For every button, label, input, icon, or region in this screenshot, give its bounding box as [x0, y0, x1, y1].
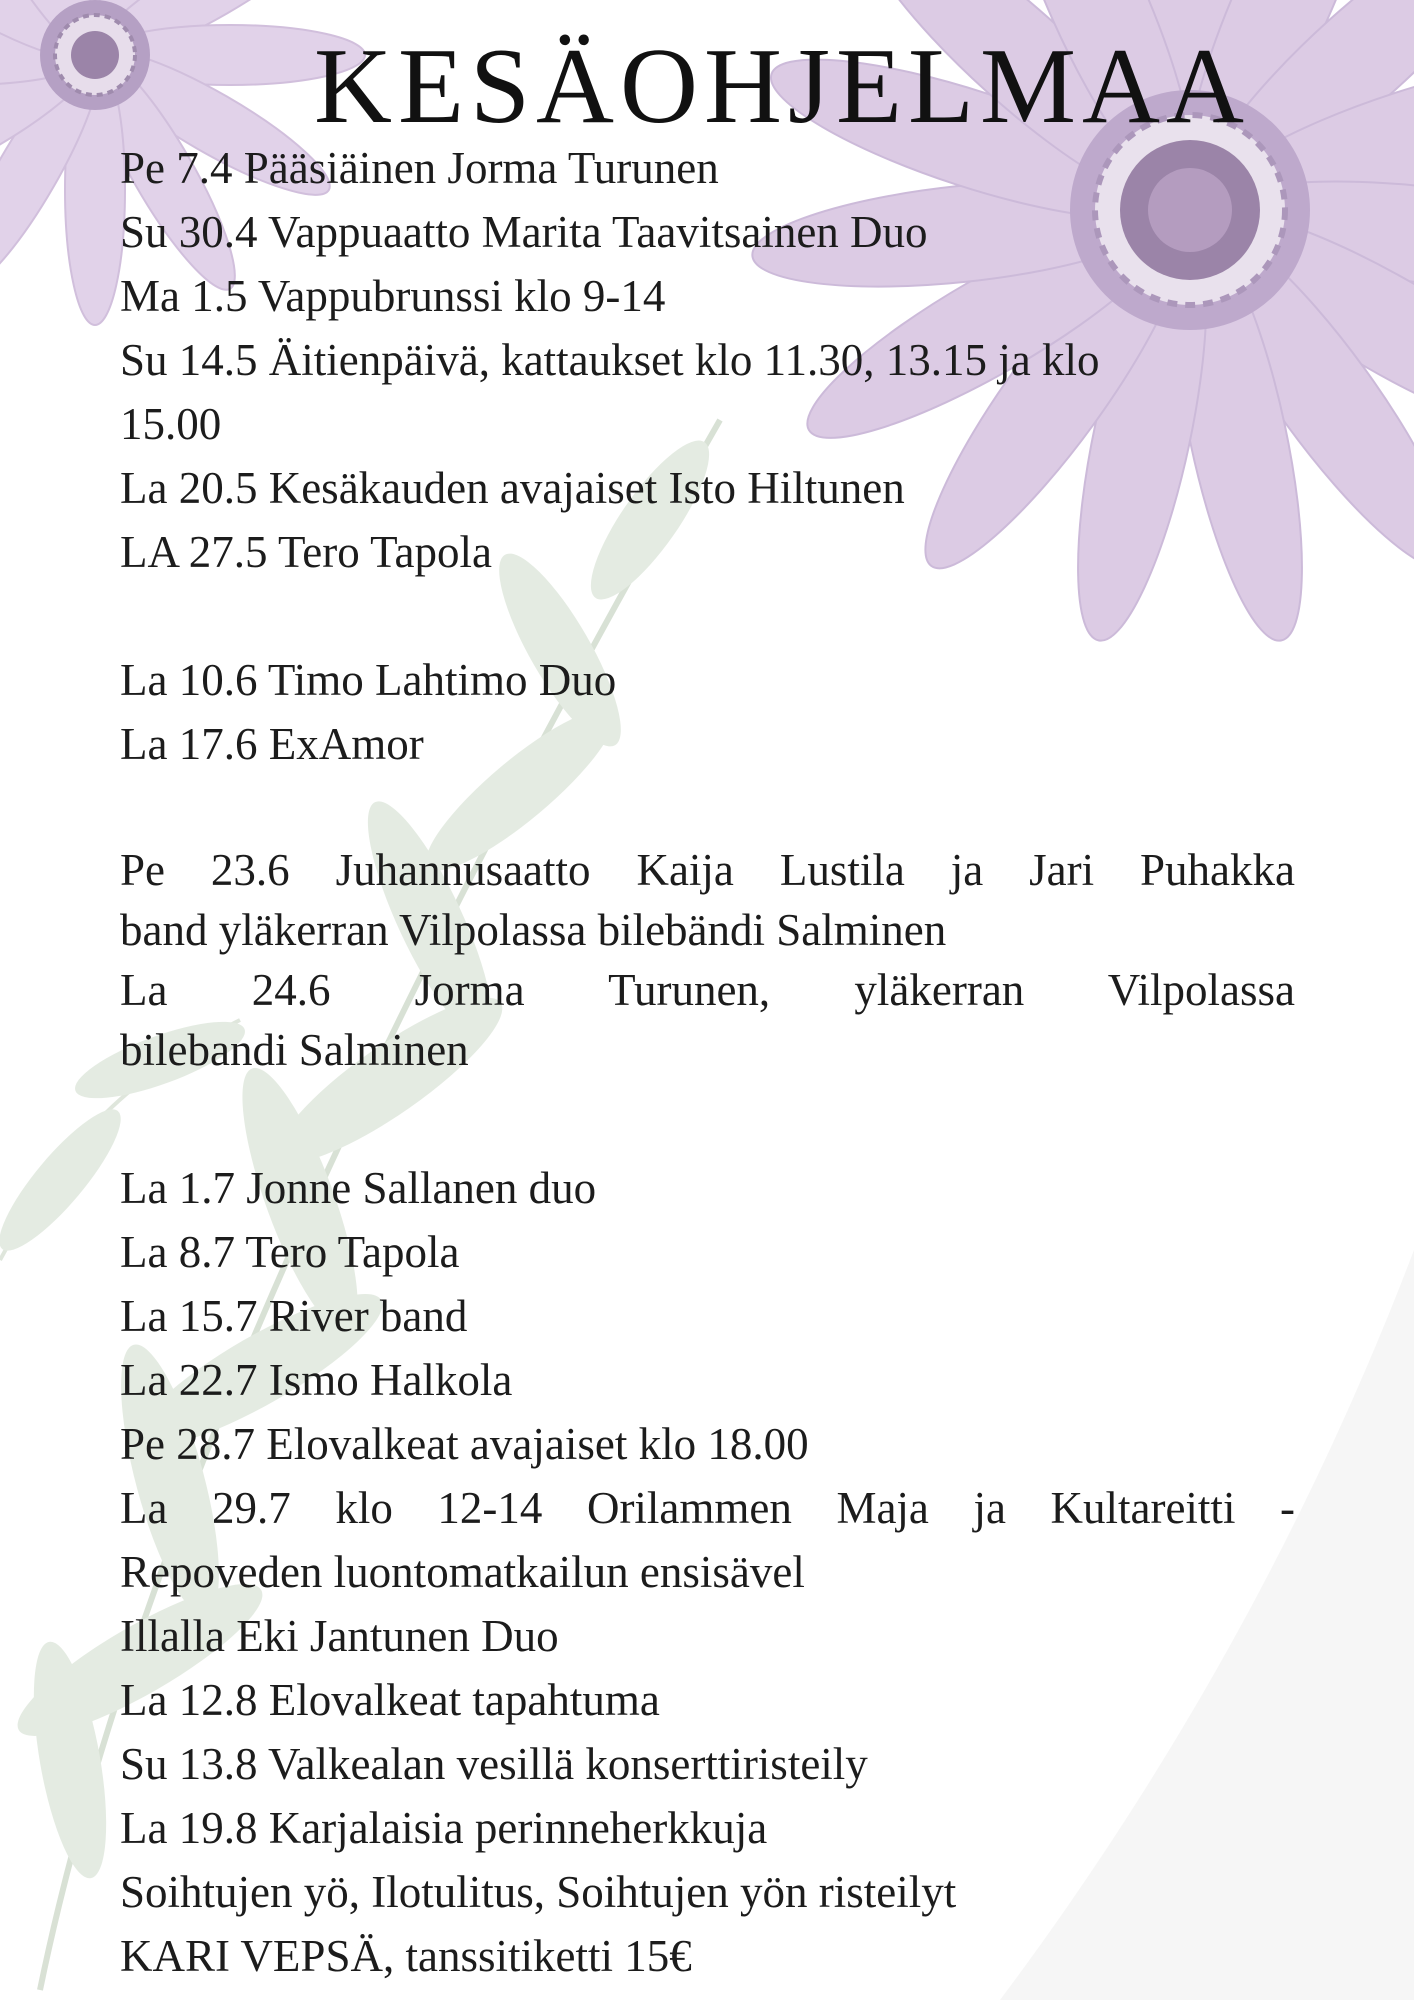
event-item-continued: Repoveden luontomatkailun ensisävel — [120, 1547, 805, 1597]
event-item: Pe 7.4 Pääsiäinen Jorma Turunen — [120, 143, 719, 193]
event-item: La 8.7 Tero Tapola — [120, 1227, 460, 1277]
event-item: La 15.7 River band — [120, 1291, 468, 1341]
event-item: Su 14.5 Äitienpäivä, kattaukset klo 11.30, 13.15 ja klo — [120, 335, 1100, 385]
event-item: Ma 1.5 Vappubrunssi klo 9-14 — [120, 271, 666, 321]
event-item: La 20.5 Kesäkauden avajaiset Isto Hiltunen — [120, 463, 905, 513]
event-item: Pe 28.7 Elovalkeat avajaiset klo 18.00 — [120, 1419, 809, 1469]
event-item: La 22.7 Ismo Halkola — [120, 1355, 513, 1405]
event-item: KARI VEPSÄ, tanssitiketti 15€ — [120, 1931, 692, 1981]
event-item-continued: 15.00 — [120, 399, 222, 449]
event-item: Su 13.8 Valkealan vesillä konserttiristeily — [120, 1739, 868, 1789]
page-title: KESÄOHJELMAA — [314, 27, 1250, 146]
event-item: La 29.7 klo 12-14 Orilammen Maja ja Kultareitti - — [120, 1483, 1295, 1533]
event-item: La 10.6 Timo Lahtimo Duo — [120, 655, 617, 705]
event-item: La 1.7 Jonne Sallanen duo — [120, 1163, 597, 1213]
section-spacer — [120, 1080, 1295, 1156]
event-item: LA 27.5 Tero Tapola — [120, 527, 492, 577]
event-list — [120, 136, 1295, 1988]
event-item: La 17.6 ExAmor — [120, 719, 424, 769]
section-spacer — [120, 584, 1295, 648]
event-item-continued: bilebandi Salminen — [120, 1025, 469, 1075]
event-item: Illalla Eki Jantunen Duo — [120, 1611, 559, 1661]
event-item: La 19.8 Karjalaisia perinneherkkuja — [120, 1803, 768, 1853]
event-item: La 12.8 Elovalkeat tapahtuma — [120, 1675, 660, 1725]
event-item: Soihtujen yö, Ilotulitus, Soihtujen yön risteilyt — [120, 1867, 957, 1917]
section-spacer — [120, 776, 1295, 840]
event-item: La 24.6 Jorma Turunen, yläkerran Vilpolassa — [120, 965, 1295, 1015]
event-item-continued: band yläkerran Vilpolassa bilebändi Salminen — [120, 905, 947, 955]
event-item: Pe 23.6 Juhannusaatto Kaija Lustila ja Jari Puhakka — [120, 845, 1295, 895]
event-item: Su 30.4 Vappuaatto Marita Taavitsainen Duo — [120, 207, 928, 257]
